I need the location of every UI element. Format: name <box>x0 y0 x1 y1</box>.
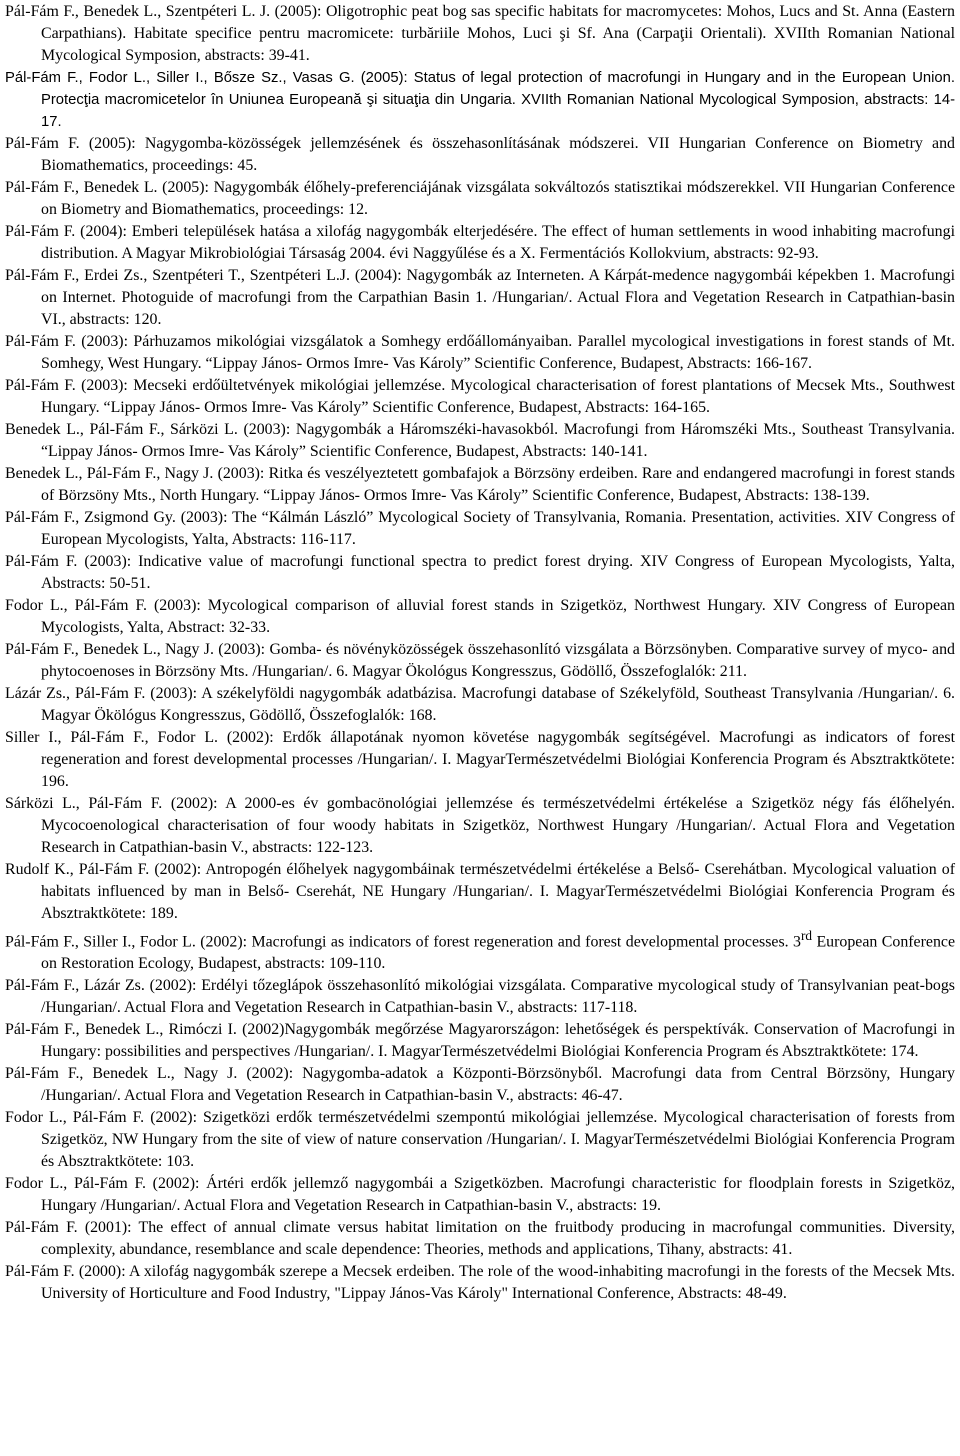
reference-entry: Pál-Fám F. (2004): Emberi települések hatása a xilofág nagygombák elterjedésére. The effect of human settlements in wood inhabiting macrofungi distribution. A Magyar Mikrobiológiai Társaság 2004. évi Naggyűlése és a X. Fermentációs Kollokvium, abstracts: 92-93. <box>5 223 955 262</box>
reference-entry: Fodor L., Pál-Fám F. (2003): Mycological comparison of alluvial forest stands in Szigetköz, Northwest Hungary. XIV Congress of European Mycologists, Yalta, Abstract: 32-33. <box>5 597 955 636</box>
reference-entry: Pál-Fám F., Benedek L., Szentpéteri L. J. (2005): Oligotrophic peat bog sas specific habitats for macromycetes: Mohos, Lucs and St. Anna (Eastern Carpathians). Habitate specifice pentru macromicete: turbăriile Mohos, Luci şi Sf. Ana (Carpaţii Orientali). XVIIth Romanian National Mycological Symposion, abstracts: 39-41. <box>5 3 955 64</box>
reference-entry: Pál-Fám F. (2000): A xilofág nagygombák szerepe a Mecsek erdeiben. The role of the wood-inhabiting macrofungi in the forests of the Mecsek Mts. University of Horticulture and Food Industry, "Lippay János-Vas Károly" International Conference, Abstracts: 48-49. <box>5 1263 955 1303</box>
reference-entry: Pál-Fám F., Benedek L., Rimóczi I. (2002)Nagygombák megőrzése Magyarországon: lehetőségek és perspektívák. Conservation of Macrofungi in Hungary: possibilities and perspectives /Hungarian/. I. MagyarTermészetvédelmi Biológiai Konferencia Program és Absztraktkötete: 174. <box>5 1021 955 1061</box>
reference-entry: Pál-Fám F. (2003): Párhuzamos mikológiai vizsgálatok a Somhegy erdőállományaiban. Parallel mycological investigations in forest stands of Mt. Somhegy, West Hungary. “Lippay János- Ormos Imre- Vas Károly” Scientific Conference, Budapest, Abstracts: 166-167. <box>5 333 955 372</box>
reference-entry: Pál-Fám F., Fodor L., Siller I., Bősze Sz., Vasas G. (2005): Status of legal protection of macrofungi in Hungary and in the European Union. Protecţia macromicetelor în Uniunea Europeană şi situaţia din Ungaria. XVIIth Romanian National Mycological Symposion, abstracts: 14-17. <box>5 70 955 130</box>
reference-entry: Pál-Fám F., Benedek L., Nagy J. (2003): Gomba- és növényközösségek összehasonlító vizsgálata a Börzsönyben. Comparative survey of myco- and phytocoenoses in Börzsöny Mts. /Hungarian/. 6. Magyar Ökológus Kongresszus, Gödöllő, Összefoglalók: 211. <box>5 641 955 680</box>
reference-entry: Pál-Fám F. (2001): The effect of annual climate versus habitat limitation on the fruitbody producing in macrofungal communities. Diversity, complexity, abundance, resemblance and scale dependence: Theories, methods and applications, Tihany, abstracts: 41. <box>5 1219 955 1259</box>
reference-entry: Pál-Fám F., Erdei Zs., Szentpéteri T., Szentpéteri L.J. (2004): Nagygombák az Interneten. A Kárpát-medence nagygombái képekben 1. Macrofungi on Internet. Photoguide of macrofungi from the Carpathian Basin 1. /Hungarian/. Actual Flora and Vegetation Research in Catpathian-basin VI., abstracts: 120. <box>5 267 955 328</box>
reference-text-part: European Conference on Restoration Ecology, Budapest, abstracts: 109-110. <box>41 933 956 973</box>
reference-entry: Pál-Fám F., Benedek L. (2005): Nagygombák élőhely-preferenciájának vizsgálata sokváltozós statisztikai módszerekkel. VII Hungarian Conference on Biometry and Biomathematics, proceedings: 12. <box>5 179 955 218</box>
reference-entry: Pál-Fám F. (2005): Nagygomba-közösségek jellemzésének és összehasonlításának módszerei. VII Hungarian Conference on Biometry and Biomathematics, proceedings: 45. <box>5 135 955 174</box>
reference-entry: Fodor L., Pál-Fám F. (2002): Szigetközi erdők természetvédelmi szempontú mikológiai jellemzése. Mycological characterisation of forests from Szigetköz, NW Hungary from the site of view of nature conservation /Hungarian/. I. MagyarTermészetvédelmi Biológiai Konferencia Program és Absztraktkötete: 103. <box>5 1109 955 1171</box>
reference-entry: Siller I., Pál-Fám F., Fodor L. (2002): Erdők állapotának nyomon követése nagygombák segítségével. Macrofungi as indicators of forest regeneration and forest developmental processes /Hungarian/. I. MagyarTermészetvédelmi Biológiai Konferencia Program és Absztraktkötete: 196. <box>5 729 955 790</box>
reference-entry: Fodor L., Pál-Fám F. (2002): Ártéri erdők jellemző nagygombái a Szigetközben. Macrofungi characteristic for floodplain forests in Szigetköz, Hungary /Hungarian/. Actual Flora and Vegetation Research in Catpathian-basin V., abstracts: 19. <box>5 1175 955 1215</box>
reference-entry <box>5 925 955 975</box>
reference-entry: Benedek L., Pál-Fám F., Sárközi L. (2003): Nagygombák a Háromszéki-havasokból. Macrofungi from Háromszéki Mts., Southeast Transylvania. “Lippay János- Ormos Imre- Vas Károly” Scientific Conference, Budapest, Abstracts: 140-141. <box>5 421 955 460</box>
reference-text-part: Pál-Fám F., Siller I., Fodor L. (2002): Macrofungi as indicators of forest regeneration and forest developmental processes. 3 <box>5 933 801 951</box>
reference-entry: Pál-Fám F. (2003): Indicative value of macrofungi functional spectra to predict forest drying. XIV Congress of European Mycologists, Yalta, Abstracts: 50-51. <box>5 553 955 592</box>
reference-entry: Pál-Fám F. (2003): Mecseki erdőültetvények mikológiai jellemzése. Mycological characterisation of forest plantations of Mecsek Mts., Southwest Hungary. “Lippay János- Ormos Imre- Vas Károly” Scientific Conference, Budapest, Abstracts: 164-165. <box>5 377 955 416</box>
reference-entry: Lázár Zs., Pál-Fám F. (2003): A székelyföldi nagygombák adatbázisa. Macrofungi database of Székelyföld, Southeast Transylvania /Hungarian/. 6. Magyar Ökölógus Kongresszus, Gödöllő, Összefoglalók: 168. <box>5 685 955 724</box>
reference-entry: Pál-Fám F., Benedek L., Nagy J. (2002): Nagygomba-adatok a Központi-Börzsönyből. Macrofungi data from Central Börzsöny, Hungary /Hungarian/. Actual Flora and Vegetation Research in Catpathian-basin V., abstracts: 46-47. <box>5 1065 955 1105</box>
reference-entry: Pál-Fám F., Zsigmond Gy. (2003): The “Kálmán László” Mycological Society of Transylvania, Romania. Presentation, activities. XIV Congress of European Mycologists, Yalta, Abstracts: 116-117. <box>5 509 955 548</box>
reference-entry: Pál-Fám F., Lázár Zs. (2002): Erdélyi tőzeglápok összehasonlító mikológiai vizsgálata. Comparative mycological study of Transylvanian peat-bogs /Hungarian/. Actual Flora and Vegetation Research in Catpathian-basin V., abstracts: 117-118. <box>5 977 955 1017</box>
reference-entry: Rudolf K., Pál-Fám F. (2002): Antropogén élőhelyek nagygombáinak természetvédelmi értékelése a Belső- Cserehátban. Mycological valuation of habitats influenced by man in Belső- Cserehát, NE Hungary /Hungarian/. I. MagyarTermészetvédelmi Biológiai Konferencia Program és Absztraktkötete: 189. <box>5 861 955 922</box>
reference-entry: Benedek L., Pál-Fám F., Nagy J. (2003): Ritka és veszélyeztetett gombafajok a Börzsöny erdeiben. Rare and endangered macrofungi in forest stands of Börzsöny Mts., North Hungary. “Lippay János- Ormos Imre- Vas Károly” Scientific Conference, Budapest, Abstracts: 138-139. <box>5 465 955 504</box>
ordinal-superscript: rd <box>800 928 813 943</box>
reference-entry: Sárközi L., Pál-Fám F. (2002): A 2000-es év gombacönológiai jellemzése és természetvédelmi értékelése a Szigetköz négy fás élőhelyén. Mycocoenological characterisation of four woody habitats in Szigetköz, Northwest Hungary /Hungarian/. Actual Flora and Vegetation Research in Catpathian-basin V., abstracts: 122-123. <box>5 795 955 856</box>
